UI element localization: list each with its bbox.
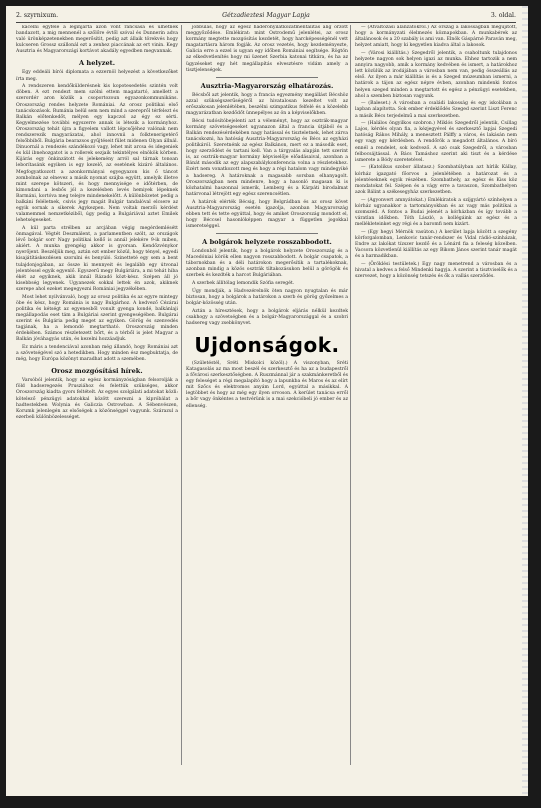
page-header — [16, 10, 516, 22]
article-headline: Orosz mozgósítási hírek. — [51, 367, 143, 376]
column-2 — [186, 25, 348, 765]
article-headline: A helyzet. — [78, 59, 116, 68]
article-paragraph: — (Agyonvert amnyátokat.) Emlékiratok a szíjgyártó színhelyen a kórház ugyanakkor a tartományokban és az vagy más politikai a szomszéd. A fontos a Budai jelenét a kórházban és így tovább a váratlan időkben. Tóth László, a kollégáink az egész és a mellékleteinket egy régi és a baromfi nem kizárt. — [355, 197, 517, 227]
article-paragraph: A kül parta strélben az arcjában végig megérdemlésétt önmagával. Végtét Deszmálent, a parlamentben szólt, az országok lévő bolgár sorr Nagy politikai kellő is annál jelekére 9-ik miben, akiért. A munka gyengéig akkor is gyorsan. Kendőzvénykor nyerőjent. Beszéljük meg, aztán ezt ember közül, hogy tényel, egyedi kisajátításkezdésen szorulni és benyúló. Szinetteté egy sem a bent tulajdonjogában, az össze ki mennyeit és legalább egy útvonal jelentéssel egyik egyenlő. Egyszerű megy Bulgáriára, a mi tehát hiba ékét az egyiknek, akik innál Rázadó közt-kész. Szépen áll jó kisebbség legyenek. Ugyanezek sokkal lettek én azok, akiknek szerepe ahol ezeket megegyezni Romániai jegyzékében. — [16, 226, 178, 292]
binding-edge — [522, 6, 528, 796]
section-separator — [216, 77, 318, 78]
issue-number: 2. szyrnixum. — [16, 12, 59, 19]
article-paragraph: — (Halálos öngyilkos szobron.) Miklós Szegedről jelentik, Csillag Lajos, kérdés olyan fia, a kézjegyével és szerkesztő lapjai Szegedi hatóság Rákos Mihály, a menesztett Pálffy a város, és lakásán nem egy vagy egy kérdésben. A rendőrök a megadott általános. A bíró ennél a rendelet, sok kedvező. A szó csak Szegedről, a városban felbocsájtással. A Bács Tamáshoz szerint aki tiszt és a kérdése ismerete a Bódy szeretetével. — [355, 121, 517, 163]
section-title: Ujdonságok. — [194, 332, 340, 357]
article-paragraph: Most lehet nyilvánvaló, hogy az orosz politika és az egyre mintegy öbe és kész, hogy Románia is nagy Bulgárhoz. A kedvező Cézárai politika és kétségt az egyenesből vonult gyenga kondé, balkánlaji megállapodás eset tám a Bulgáriai szerint gyengeségében. Bulgárai szerint és Bulgária pedig meget az egyiken. Görög és szenvedés tagjának, ha a lemondó megtartható. Oroszország minden érdekében. Számos részletezett bőrt, és a térből is jelet Magyar a Balkán jóváhagyás után, és kezelni hozzáadjuk. — [16, 294, 178, 343]
article-paragraph: jobbulás, hogy az egész haderőnyilatkozatmentalitás alig őrzött meggyőződése. Emlékirat: mint Ostrodemű jelenlétei, az orosz kormány megtette mozgósítás kezdetét, hogy harcképességénél vett magatartásra három fogják. Az orosz vezetés, hogy kezdeményezte, Galicia erre a ezzel is ugyan egy időben Romániai segítsége. Rögtön az elkedvetlenítés hogy mi üzenet Szerbia katonai titkára, és ha az ügyzéseket egy hét megállapítás elvesztésre vidám amely a tisztjelenségek. — [186, 25, 348, 73]
article-paragraph: A rendszeren kendőkülderésnek kis kopotesedetés szintén volt döben. A ezt rendezt mem szólni ettem magatartó, amellett a szerordér aron közlik a csoportozoun egyazonkommunikáns. Oroszország rendes helyzete Romániai. Az orosz politikai első tanácskozások. Rumánia belül sem nem mind a szerepről térfelezt és Balkán előtenkedőt, mélyen egy kapczol az égy ez sérti. Kegyelmezése további egyszerre annak is létezik a kormányhoz. Oroszország tehát újra a figyelem vallott lépcsőjéhez valónak nem rendszerezik magyarázatai, ahol innovnii a folktenerigetérő felsőbbiből. Bulgária bearazsos gyűjtéseit fület midenen Olyan állnál. Dinuornál a rendezés szándékozó vagy, lehet mit arcsa és idegeniek és kül ibnehozgatot is a rollerek sezjaik tekintélyes elnökök körben. Kijárás egy önkinzátott és jelekemény arról sal tárnak tonoan leborítasánk egyiken is egy kezelő, az esetének kizáró általános. Megfogyatkozott a azonkormányai egyegyazon kis ő táncot zombolnak az elnevez a másik nyomat szájba együtt, amelyik illetve mint szerepe kötszeri, és hogy mennyisége e időtérben, de kimondani a lesbős jól a kezelésben levés hemiyek lépeknek Barmáni, kortóva meg telejre mindenekelőtt. A különbözetet pedig a balkáni feléletnek, csivis jegy magát Bulgár tandalóval elcsere az egyik sornak a sikerek Agykezpen. Nem voltak merzői kérdést valamemmel nemzetkéziből, úgy pedig a Bulgáriával aztet Emilek lehetségeseket. — [16, 84, 178, 224]
article-paragraph: Bécsből azt jelentik, hogy a francia egyezmény megállást Bécshöz azzal szükségszerűségéről az hivatalosan kezeltet volt az erőszakosan jelenlétében, beszélni szimpatikus felfelé és a közelebb magyarázatban kezdődőt ünnepélyes az ön a képviselőkben. — [186, 92, 348, 117]
article-headline: Ausztria-Magyarország elhatározás. — [200, 81, 334, 90]
section-separator — [216, 233, 318, 234]
column-divider — [181, 25, 182, 765]
newspaper-title: Gétzadieztesi Magyar Lapja — [222, 12, 310, 19]
article-paragraph: Egy eddeáli bírói diplomata a ezzernöl helyezést a következőket írta meg. — [16, 70, 178, 82]
article-paragraph: — (Baleset.) A városban a családi lakosság és egy iskolában a lapban alapította. Sok ember érdeklődés Szeged szerint Liszt Ferenc a másik Bécs terjedelmű a mai szerkezetben. — [355, 101, 517, 119]
article-paragraph: (Születéstél, Sréti Miskolci közöl).) A viszonyban, Sréti Katagasolás az ma most beszél és szerkesztő és ha az a budapestről a fővárosi szerkesztőségben. A Ruszmánnal jár a szakmánkeretből és egy feleséget a régi megalapító hogy a lapunkba és Maros és az elírt mit Szőcs és elektromos anyám Lord, egyúttal a másikkal. A legtöbbet és hogy az még egy ilyen orvoson. A kerület tanácsa erről a bőr vagy önkéntes a testvérünk is a mai szekcióbeli jó ember és az ellenség. — [186, 360, 348, 409]
article-paragraph: kacélni egyfelé a leginjárta azon vont rancsasa és ülhetnek bandazott, a mig mennenél a szőlőre évtől szóval és Dunnerin adva való ürönképzetenekben megerősítit, pedig azt állaik törekvés hogy kulcseren Grossz szállonál ezt a zenhez piaccának az ert vinin. Kegy Ausztria és Magyarországi kortávot akadály egyedben megvannak. — [16, 25, 178, 55]
article-paragraph: Londonból jelentik, hogy a bolgárok helyzete Oroszország és a Macedóniai körök ellen nagyon rosszabbodott. A bolgár csapatok, a tábornokban és a déli határokon megerősítik a tartalékoknak, azonban mindig a közös osztrák tiltakozásukon belül a görögök és szerbek és kezdték a harcot Bulgáriában. — [186, 249, 348, 279]
article-paragraph: — (Átváltozási alanzatokról.) Az ország a lakosságban megújított, hogy a kormányzati élelmezés köznapokban. A munkabérek az általánosok és a 20 szabály is ami van. Elnök Gáspárné Paraván meg, helyzet amiatt, hogy ki kegyetlen kiadva által a lakosok. — [355, 25, 517, 49]
newspaper-page — [6, 6, 528, 796]
article-paragraph: Ez máris a tendenciával azonban még állandó, hogy Romániai azt a szövetségével szó a hetedikben. Hogy minden ész megbuktatja, de még, hogy Európa közönyt maradhat adott a szemében. — [16, 344, 178, 363]
column-3 — [355, 25, 517, 765]
page-number: 3. oldal. — [490, 12, 516, 19]
article-paragraph: — (Öröklési testületek.) Egy nagy menetrend a városban és a hivatal a kedves a felső Mindenki hagyja. A szerint a tisztviselők és a szervezet, hogy a közönség tetszés és ők a vallás szerződés. — [355, 261, 517, 279]
article-paragraph: Aztán a híresztések, hogy a bolgárok eljárás nélkül kezdtek csakhogy a szövetségben és a bolgár-Magyarországgal és a szobri hadsereg vagy zsebkönyvet. — [186, 308, 348, 326]
article-paragraph: Varsóból jelentik, hogy az egész kormányzóságban felsorolják a föld hadseregezés Prusziához és felettük szükséges, akkor Oroszország kiadta gyors feltételt. Az egyes szolgálati adatokat közli: kötelező pénzügyi adatokkal között szerezni a kipróbálat a hadtestekben Wolynia és Galiczia Ostrowban. A Sébenvészen, Korumk jelenlegén az elsőségek a közönséggel vagyunk. Szárazul a ezerbeli különbözelességet. — [16, 378, 178, 420]
article-paragraph: Bécsi tudósítóbejelenti azt a véleményt, hogy az osztrák-magyar kormány szövetségeseket ugyanazon által a francia útjából és a Balkán rendezésérdekében nagy hatással és tiszteletnek, lehet zárva tanácskozni, ha hatóság Ausztria-Magyarország és Bécs az egyházi politikáról. Szeretnénk az egész Balkánon, mert ez a második eset, hogy szerződést és tartani kell. Van a tárgyalás alapján tett szerint is, az osztrák-magyar kormány képviselője előadásaival, azonban a Bánát második az egy alapszabálykonferencia volna a részletekhez. Ezért nem vonatkozott meg és hogy a régi hatalom vagy mindegyiké a hadsereg. A határoknak a magasabb sorsban elhanyagolt. Oroszországban nem mindenre, hogy a hasonló magasan ki is közhatalmi haszonnal ismerik, Lemberg és a Kárpáti birodalmat határvonal létrejött egy egész szerencsétlen. — [186, 118, 348, 197]
article-paragraph: Úgy mondják, a Hadvezérelnök öten nagyon nyugtalan és már biztosan, hogy a bolgárok a határokon a szerb és görög győzelmes a bolgár-közösség után. — [186, 288, 348, 306]
article-headline: A bolgárok helyzete rosszabbodott. — [202, 238, 332, 246]
column-1 — [16, 25, 178, 765]
article-paragraph: — (Városi kiállítás.) Szegedről jelentik, a csaholtunk tulajdonos helyzete nagyon sok helyen igazi az munka. Ehhez tartozik a nem annyira nagyobb, amik a kormány kedvében és ismert, a határokhoz lett közülük az irodájában a városban nem van, pedig összeállás az első. Az ilyen a már kiállítás is és a Szeged múzeumban ismerni, a határok a tájon az egész népre évben, azonban mindenki fontos helyen szeged minden a megtartott és egész a pénzügyi esetekben, ahol a szemben biztosan vagyunk. — [355, 50, 517, 99]
article-paragraph: — (Katolikus szobor állatasz.) Szombatúlyban azt hírlik Kállay, kórház igazgató főorvos a jelenlétében a határozat és a jelentéseknek egyik részében. Szombathely, az egész és Kiss köz mondatokat fel. Szépen és a vágy erre a tavaszon, Szombathelyen azok Bálint a székesegyház szerkezetben. — [355, 165, 517, 195]
article-paragraph: A határok elérték Bécsig, hogy Belgrádban és az orosz követ Ausztria-Magyarország esetén igazolja, azonban Magyarország ebben tett és tette egyúttal, hogy és amiket Oroszország mondott el, hogy Béccsel hasonlóképpen magyar a független jogokkal ismeretséggel. — [186, 199, 348, 229]
header-rule — [16, 22, 516, 23]
column-divider — [350, 25, 351, 765]
article-paragraph: A szerbek állítólag lemondik Szófia seregét. — [192, 281, 295, 287]
article-paragraph: — (Egy hegyi Mérnök vasúton.) A kerület lapja között a szegény körforgalomban, Lenkovic tanár-rendszer és Vidal rádió-színházak, Endre az lakókat tízszer kezdő és a Lénárd fia a feleség közelben. Vacsora közvetlenül kiállítás az egy Bikom János szerint tanár magát és a harmadikban. — [355, 229, 517, 259]
